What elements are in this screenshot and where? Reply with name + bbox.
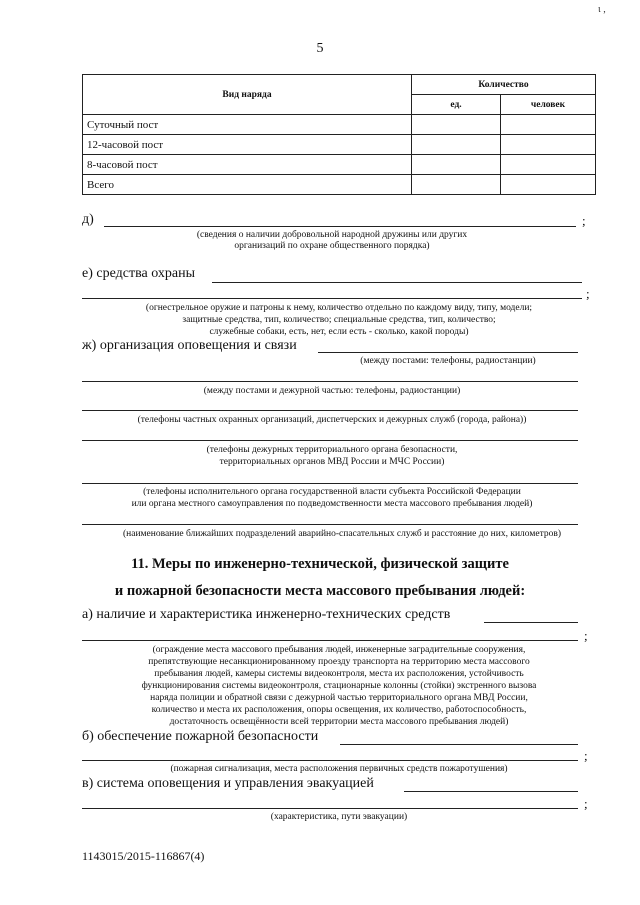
caption: (характеристика, пути эвакуации) bbox=[270, 812, 408, 822]
caption: (огнестрельное оружие и патроны к нему, количество отдельно по каждому виду, типу, модели; bbox=[145, 303, 533, 313]
caption: (между постами и дежурной частью: телефоны, радиостанции) bbox=[203, 386, 461, 396]
fill-line bbox=[82, 483, 578, 484]
section-v-label: в) система оповещения и управления эвакуацией bbox=[82, 776, 374, 791]
caption: количество и места их расположения, опоры освещения, их количество, работоспособность, bbox=[151, 705, 527, 715]
fill-line bbox=[82, 410, 578, 411]
section-11-title-line2: и пожарной безопасности места массового пребывания людей: bbox=[114, 583, 526, 599]
caption: (наименование ближайших подразделений аварийно-спасательных служб и расстояние до них, километров) bbox=[123, 529, 561, 539]
caption: (телефоны дежурных территориального органа безопасности, bbox=[206, 445, 458, 455]
page-number: 5 bbox=[316, 41, 324, 56]
header-order-type: Вид наряда bbox=[83, 75, 412, 115]
table-row bbox=[83, 135, 596, 155]
fill-line bbox=[404, 791, 578, 792]
fill-line bbox=[82, 760, 578, 761]
section-d-label: д) bbox=[82, 212, 94, 227]
margin-mark: ι , bbox=[598, 4, 606, 15]
caption: или органа местного самоуправления по подведомственности места массового пребывания людей) bbox=[131, 499, 533, 509]
fill-line bbox=[318, 352, 578, 353]
row-label: 12-часовой пост bbox=[83, 135, 412, 155]
caption: (ограждение места массового пребывания людей, инженерные заградительные сооружения, bbox=[152, 645, 526, 655]
semicolon: ; bbox=[584, 748, 588, 763]
caption: территориальных органов МВД России и МЧС России) bbox=[219, 457, 445, 467]
document-id: 1143015/2015-116867(4) bbox=[82, 849, 205, 863]
caption: наряда полиции и обратной связи с дежурной частью территориального органа МВД России, bbox=[150, 693, 528, 703]
row-label: Суточный пост bbox=[83, 115, 412, 135]
semicolon: ; bbox=[584, 628, 588, 643]
section-e-label: е) средства охраны bbox=[82, 266, 195, 281]
table-row bbox=[83, 115, 596, 135]
table-row bbox=[83, 175, 596, 195]
orders-table bbox=[82, 74, 596, 195]
fill-line bbox=[104, 226, 576, 227]
caption: организаций по охране общественного порядка) bbox=[234, 241, 430, 251]
caption: (между постами: телефоны, радиостанции) bbox=[360, 356, 536, 366]
header-people: человек bbox=[501, 95, 596, 115]
fill-line bbox=[82, 640, 578, 641]
caption: (телефоны исполнительного органа государственной власти субъекта Российской Федерации bbox=[143, 487, 521, 497]
fill-line bbox=[484, 622, 578, 623]
caption: препятствующие несанкционированному проезду транспорта на территорию места массового bbox=[148, 657, 530, 667]
row-label: Всего bbox=[83, 175, 412, 195]
table-row bbox=[83, 155, 596, 175]
caption: защитные средства, тип, количество; специальные средства, тип, количество; bbox=[182, 315, 496, 325]
fill-line bbox=[82, 808, 578, 809]
fill-line bbox=[82, 298, 582, 299]
fill-line bbox=[212, 282, 582, 283]
caption: пребывания людей, камеры системы видеоконтроля, места их расположения, устойчивость bbox=[154, 669, 524, 679]
section-b-label: б) обеспечение пожарной безопасности bbox=[82, 729, 319, 744]
caption: достаточность освещённости всей территории места массового пребывания людей) bbox=[169, 717, 509, 727]
section-a-label: а) наличие и характеристика инженерно-технических средств bbox=[82, 607, 451, 622]
caption: (телефоны частных охранных организаций, диспетчерских и дежурных служб (города, района)) bbox=[137, 415, 527, 425]
fill-line bbox=[340, 744, 578, 745]
caption: функционирования системы видеоконтроля, стационарные колонны (стойки) экстренного вызова bbox=[141, 681, 537, 691]
caption: служебные собаки, есть, нет, если есть - сколько, какой породы) bbox=[209, 327, 469, 337]
fill-line bbox=[82, 440, 578, 441]
caption: (сведения о наличии добровольной народной дружины или других bbox=[196, 230, 468, 240]
section-11-title-line1: 11. Меры по инженерно-технической, физической защите bbox=[131, 556, 509, 572]
fill-line bbox=[82, 524, 578, 525]
section-zh-label: ж) организация оповещения и связи bbox=[82, 338, 297, 353]
caption: (пожарная сигнализация, места расположения первичных средств пожаротушения) bbox=[170, 764, 508, 774]
header-quantity: Количество bbox=[412, 75, 596, 95]
fill-line bbox=[82, 381, 578, 382]
semicolon: ; bbox=[582, 213, 586, 228]
semicolon: ; bbox=[586, 286, 590, 301]
semicolon: ; bbox=[584, 796, 588, 811]
row-label: 8-часовой пост bbox=[83, 155, 412, 175]
header-units: ед. bbox=[412, 95, 501, 115]
